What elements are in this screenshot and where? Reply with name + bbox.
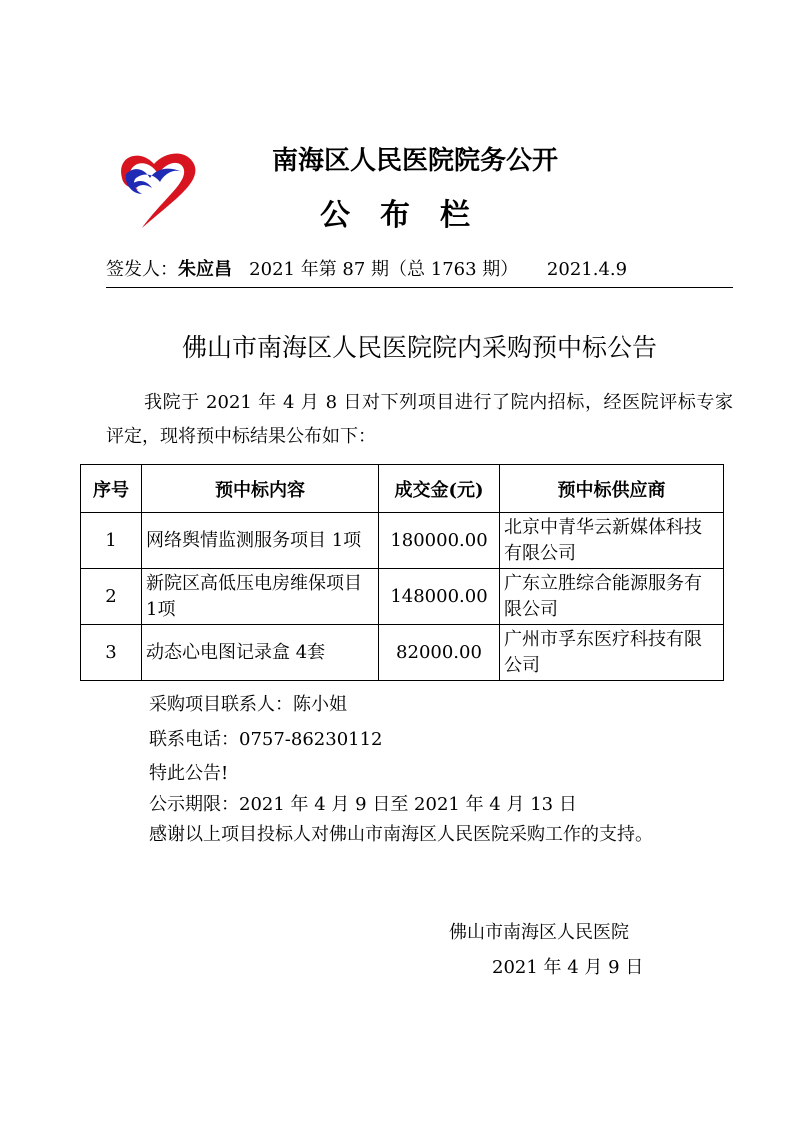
table-header-row — [81, 465, 724, 513]
cell-amount: 180000.00 — [379, 513, 500, 569]
signature-date: 2021 年 4 月 9 日 — [492, 957, 644, 978]
issue-number: 2021 年第 87 期（总 1763 期） — [249, 259, 519, 280]
cell-amount: 82000.00 — [379, 625, 500, 681]
header-item: 预中标内容 — [142, 465, 379, 513]
issue-date: 2021.4.9 — [546, 259, 628, 280]
award-table — [80, 464, 724, 681]
header-seq: 序号 — [81, 465, 142, 513]
notice-text: 特此公告! — [149, 763, 229, 784]
header-supplier: 预中标供应商 — [500, 465, 724, 513]
cell-supplier: 广东立胜综合能源服务有限公司 — [500, 569, 724, 625]
cell-amount: 148000.00 — [379, 569, 500, 625]
table-row — [81, 625, 724, 681]
intro-paragraph: 我院于 2021 年 4 月 8 日对下列项目进行了院内招标，经医院评标专家评定，现将预中标结果公布如下： — [106, 392, 733, 447]
publicity-period: 公示期限：2021 年 4 月 9 日至 2021 年 4 月 13 日 — [149, 794, 577, 815]
cell-supplier: 广州市孚东医疗科技有限公司 — [500, 625, 724, 681]
cell-item: 动态心电图记录盒 4套 — [142, 625, 379, 681]
header-divider — [106, 287, 733, 288]
hospital-logo-icon — [112, 138, 204, 230]
cell-seq: 2 — [81, 569, 142, 625]
cell-item: 网络舆情监测服务项目 1项 — [142, 513, 379, 569]
cell-seq: 1 — [81, 513, 142, 569]
contact-phone: 联系电话：0757-86230112 — [149, 729, 383, 750]
thanks-paragraph: 感谢以上项目投标人对佛山市南海区人民医院采购工作的支持。 — [149, 824, 653, 845]
cell-supplier: 北京中青华云新媒体科技有限公司 — [500, 513, 724, 569]
signer-label: 签发人： — [106, 259, 178, 280]
hospital-name: 南海区人民医院院务公开 — [272, 146, 559, 176]
issue-line — [106, 255, 627, 281]
bulletin-title: 公布栏 — [320, 198, 500, 233]
header-amount: 成交金(元) — [379, 465, 500, 513]
signature-organization: 佛山市南海区人民医院 — [449, 922, 629, 943]
cell-seq: 3 — [81, 625, 142, 681]
document-title: 佛山市南海区人民医院院内采购预中标公告 — [181, 333, 657, 362]
table-row — [81, 569, 724, 625]
table-row — [81, 513, 724, 569]
cell-item: 新院区高低压电房维保项目 1项 — [142, 569, 379, 625]
signer-name: 朱应昌 — [178, 259, 232, 280]
contact-person: 采购项目联系人：陈小姐 — [149, 694, 347, 715]
